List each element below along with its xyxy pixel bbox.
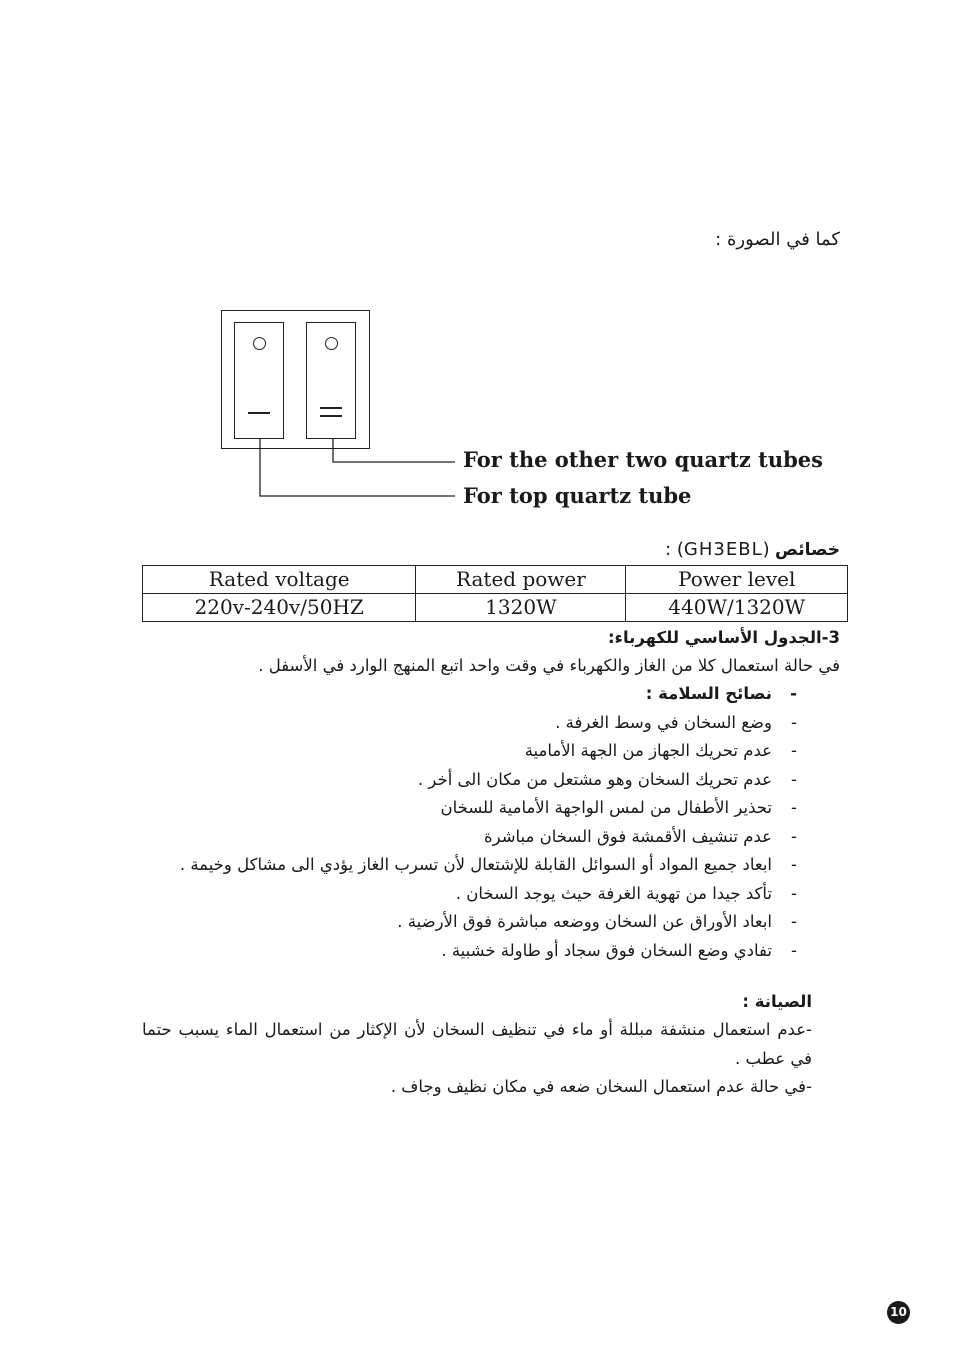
safety-section [137,680,797,965]
spec-table [142,565,848,622]
safety-title: - نصائح السلامة : [137,680,797,709]
list-item: - عدم تحريك الجهاز من الجهة الأمامية [137,737,797,766]
value-power-level: 440W/1320W [626,594,848,622]
value-rated-power: 1320W [416,594,626,622]
table-value-row [143,594,848,622]
section-3-title: 3-الجدول الأساسي للكهرباء: [607,628,840,647]
list-item: -عدم استعمال منشفة مبللة أو ماء في تنظيف السخان لأن الإكثار من استعمال الماء يسبب حتما في عطب . [142,1020,812,1068]
figure-caption: كما في الصورة : [715,229,840,250]
section-3-intro: في حالة استعمال كلا من الغاز والكهرباء في وقت واحد اتبع المنهج الوارد في الأسفل . [258,656,840,675]
label-other-tubes: For the other two quartz tubes [463,447,823,472]
leader-line-other-tubes [333,438,455,462]
header-rated-voltage: Rated voltage [143,566,416,594]
list-item: - عدم تحريك السخان وهو مشتعل من مكان الى أخر . [137,766,797,795]
list-item: - وضع السخان في وسط الغرفة . [137,709,797,738]
page-number-badge: 10 [887,1301,910,1324]
maintenance-title: الصيانة : [742,992,812,1011]
maintenance-section [142,1016,812,1102]
spec-heading [665,539,840,560]
header-power-level: Power level [626,566,848,594]
spec-title: خصائص [775,540,840,560]
list-item: - تفادي وضع السخان فوق سجاد أو طاولة خشبية . [137,937,797,966]
list-item: - عدم تنشيف الأقمشة فوق السخان مباشرة [137,823,797,852]
list-item: - ابعاد جميع المواد أو السوائل القابلة للإشتعال لأن تسرب الغاز يؤدي الى مشاكل وخيمة . [137,851,797,880]
leader-line-top-tube [260,438,455,496]
list-item: - تأكد جيدا من تهوية الغرفة حيث يوجد السخان . [137,880,797,909]
model-number: (GH3EBL) : [665,539,770,560]
header-rated-power: Rated power [416,566,626,594]
table-header-row [143,566,848,594]
list-item: - تحذير الأطفال من لمس الواجهة الأمامية للسخان [137,794,797,823]
value-rated-voltage: 220v-240v/50HZ [143,594,416,622]
label-top-tube: For top quartz tube [463,483,692,508]
list-item: -في حالة عدم استعمال السخان ضعه في مكان نظيف وجاف . [390,1077,812,1096]
list-item: - ابعاد الأوراق عن السخان ووضعه مباشرة فوق الأرضية . [137,908,797,937]
